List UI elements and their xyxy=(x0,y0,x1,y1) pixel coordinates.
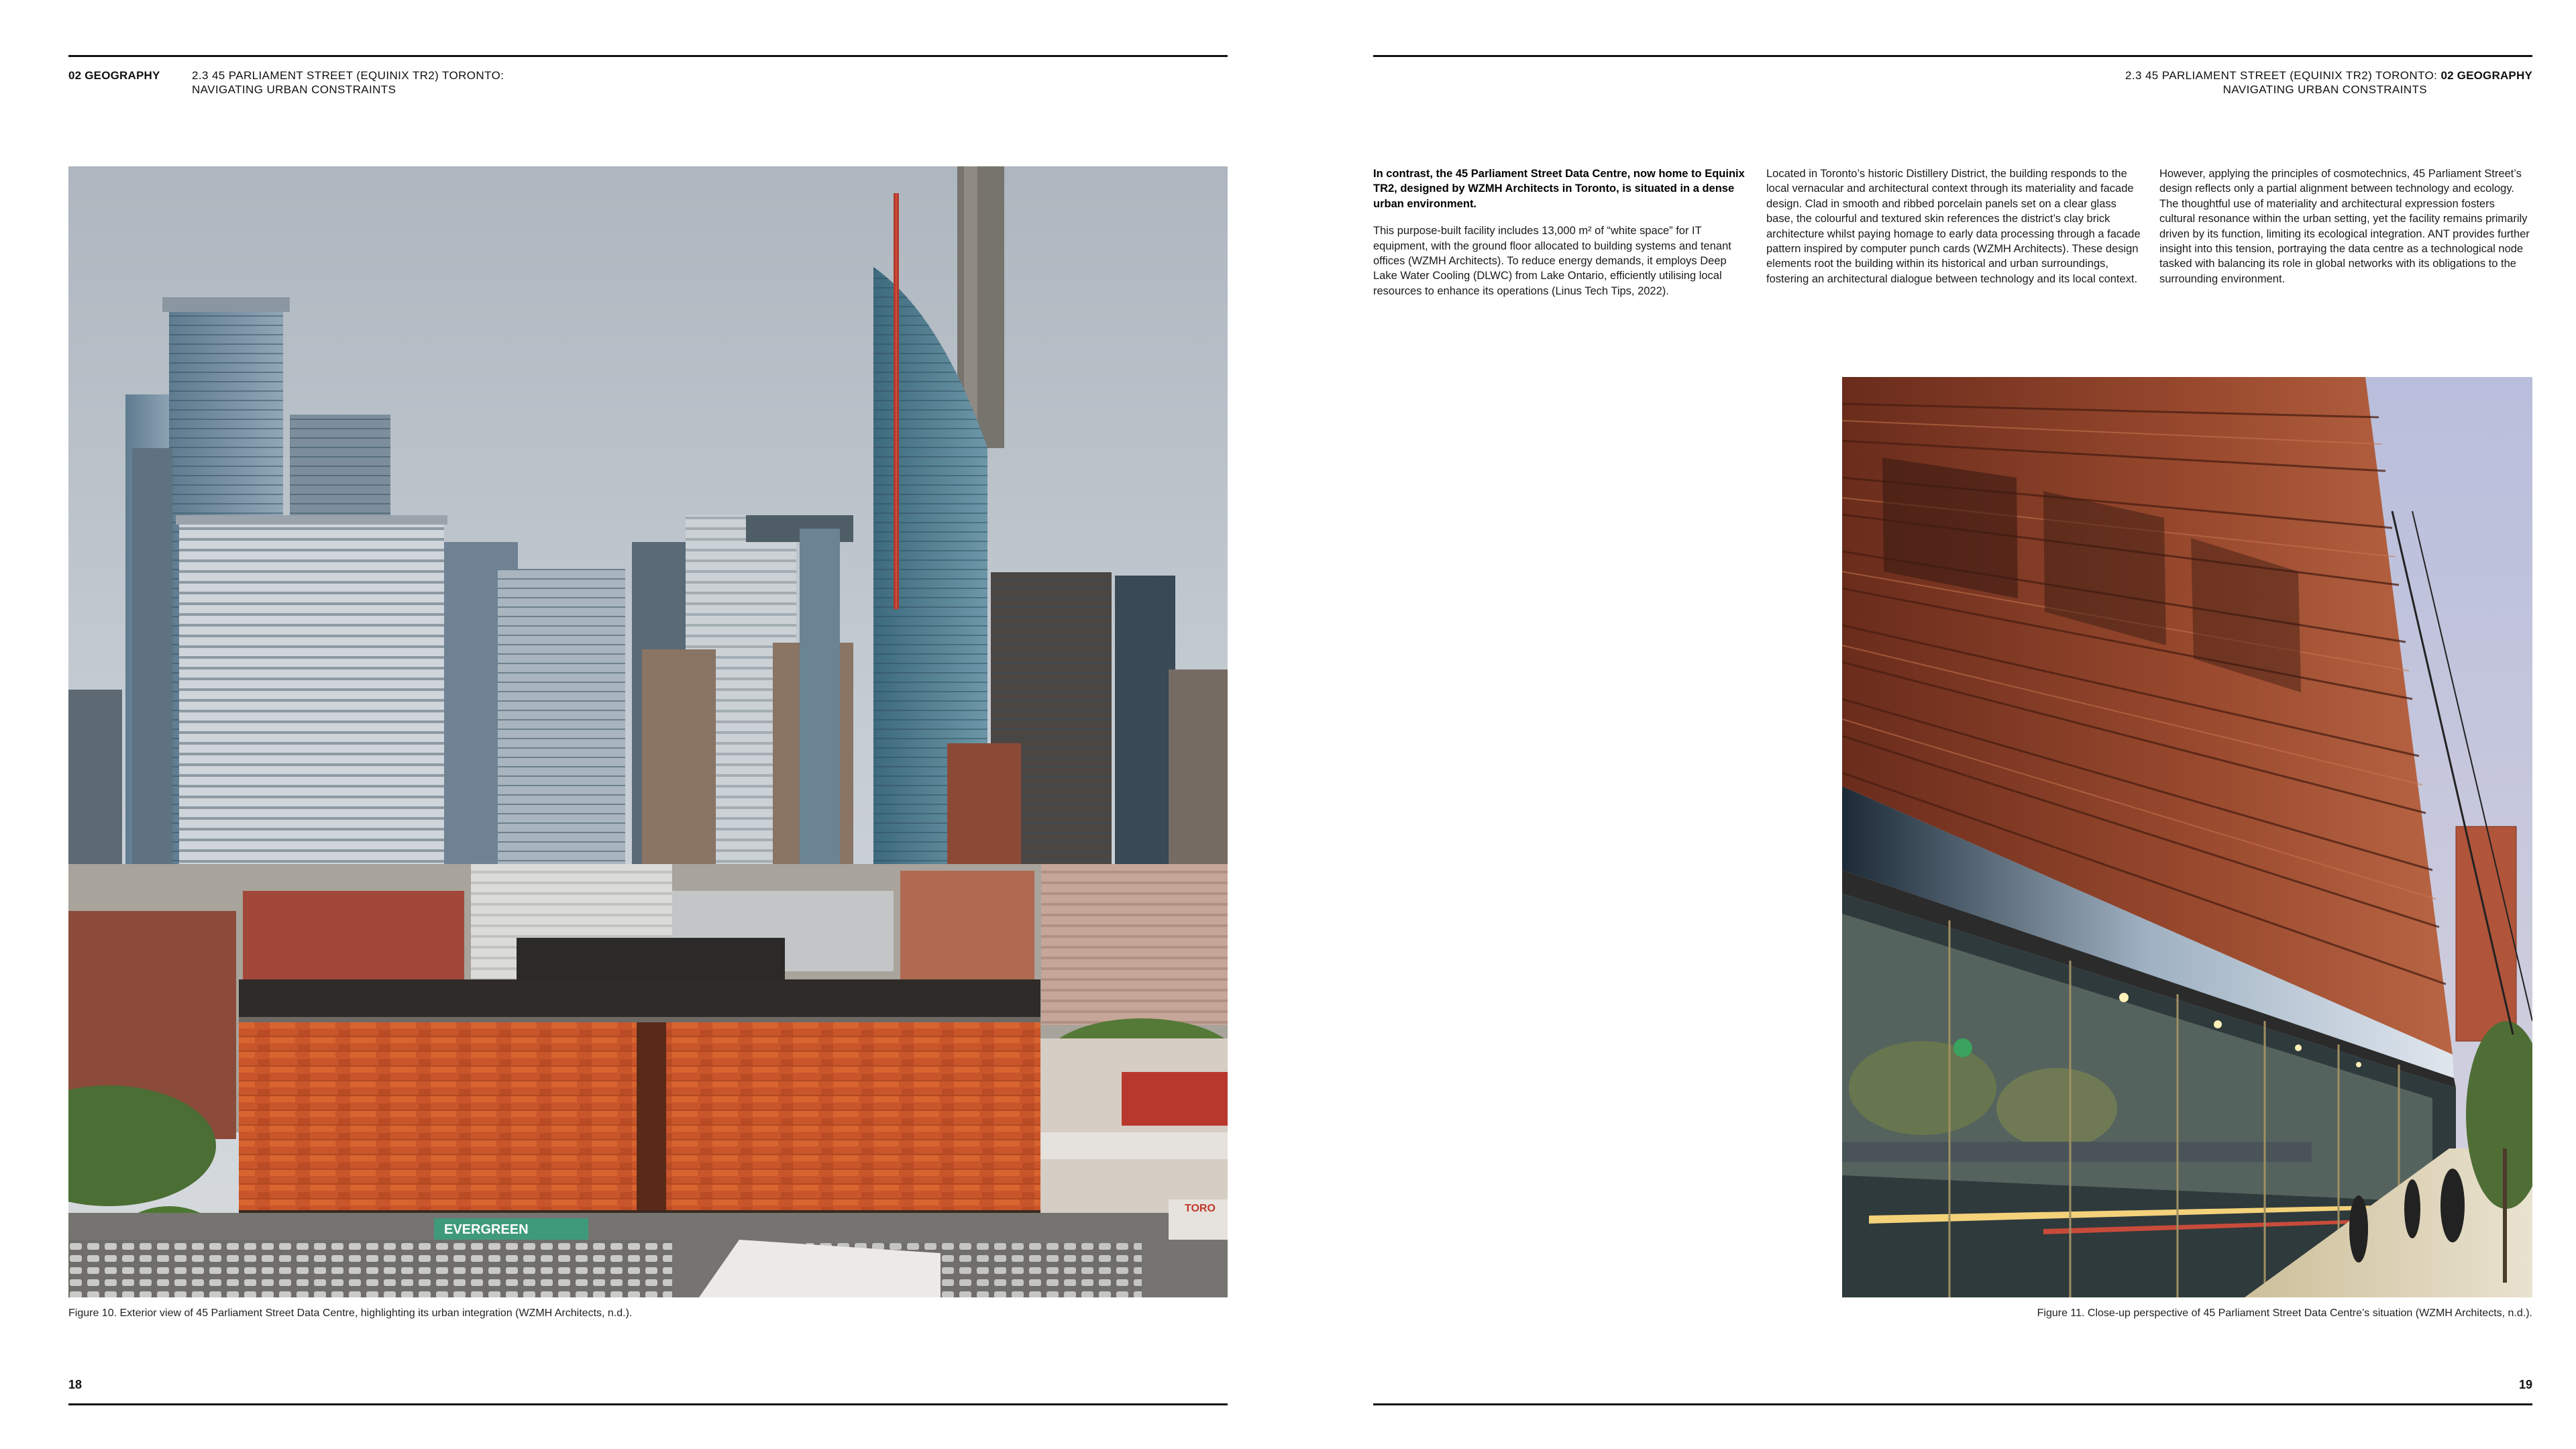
figure-10-photo xyxy=(68,166,1228,1297)
text-column-1 xyxy=(1373,166,1746,311)
body-paragraph: However, applying the principles of cosmotechnics, 45 Parliament Street’s design reflects only a partial alignment between technology and ecology. The thoughtful use of materiality and architectural expression fosters cultural resonance within the urban setting, yet the facility remains primarily driven by its function, limiting its ecological integration. ANT provides further insight into this tension, portraying the data centre as a technological node tasked with balancing its role in global networks with its obligations to the surrounding environment. xyxy=(2159,168,2530,285)
figure-11-caption: Figure 11. Close-up perspective of 45 Parliament Street Data Centre’s situation (WZMH Architects, n.d.). xyxy=(2037,1307,2532,1319)
right-page xyxy=(1288,0,2576,1449)
body-paragraph: This purpose-built facility includes 13,000 m² of “white space” for IT equipment, with the ground floor allocated to building systems and tenant offices (WZMH Architects). To reduce energy demands, it employs Deep Lake Water Cooling (DLWC) from Lake Ontario, efficiently utilising local resources to enhance its operations (Linus Tech Tips, 2022). xyxy=(1373,225,1731,297)
running-header-line1: 2.3 45 PARLIAMENT STREET (EQUINIX TR2) TORONTO: xyxy=(2125,69,2438,82)
page-number: 19 xyxy=(2518,1378,2532,1391)
figure-11-photo xyxy=(1842,377,2532,1297)
running-header-line2: NAVIGATING URBAN CONSTRAINTS xyxy=(2222,83,2427,96)
figure-10-caption: Figure 10. Exterior view of 45 Parliament Street Data Centre, highlighting its urban integration (WZMH Architects, n.d.). xyxy=(68,1307,633,1319)
evergreen-sign: EVERGREEN xyxy=(444,1222,529,1237)
text-column-2 xyxy=(1766,166,2142,299)
text-column-3 xyxy=(2159,166,2532,299)
bottom-rule xyxy=(1373,1403,2532,1405)
running-header xyxy=(2125,68,2532,97)
running-header-line1: 2.3 45 PARLIAMENT STREET (EQUINIX TR2) TORONTO: xyxy=(192,69,504,82)
running-header-line2: NAVIGATING URBAN CONSTRAINTS xyxy=(192,83,396,96)
top-rule xyxy=(68,55,1228,57)
page-number: 18 xyxy=(68,1378,83,1391)
toro-sign: TORO xyxy=(1185,1203,1216,1214)
section-label: 02 GEOGRAPHY xyxy=(68,69,160,82)
body-paragraph: Located in Toronto’s historic Distillery District, the building responds to the local vernacular and architectural context through its materiality and facade design. Clad in smooth and ribbed porcelain panels set on a clear glass base, the colourful and textured skin references the district’s clay brick architecture whilst paying homage to early data processing through a facade pattern inspired by computer punch cards (WZMH Architects). These design elements root the building within its historical and urban surroundings, fostering an architectural dialogue between technology and its local context. xyxy=(1766,168,2141,285)
section-label: 02 GEOGRAPHY xyxy=(2440,69,2532,82)
running-header xyxy=(192,68,504,97)
facade-illustration xyxy=(1842,377,2532,1297)
bottom-rule xyxy=(68,1403,1228,1405)
top-rule xyxy=(1373,55,2532,57)
skyline-illustration xyxy=(68,166,1228,1297)
lead-paragraph: In contrast, the 45 Parliament Street Data Centre, now home to Equinix TR2, designed by WZMH Architects in Toronto, is situated in a dense urban environment. xyxy=(1373,168,1745,210)
